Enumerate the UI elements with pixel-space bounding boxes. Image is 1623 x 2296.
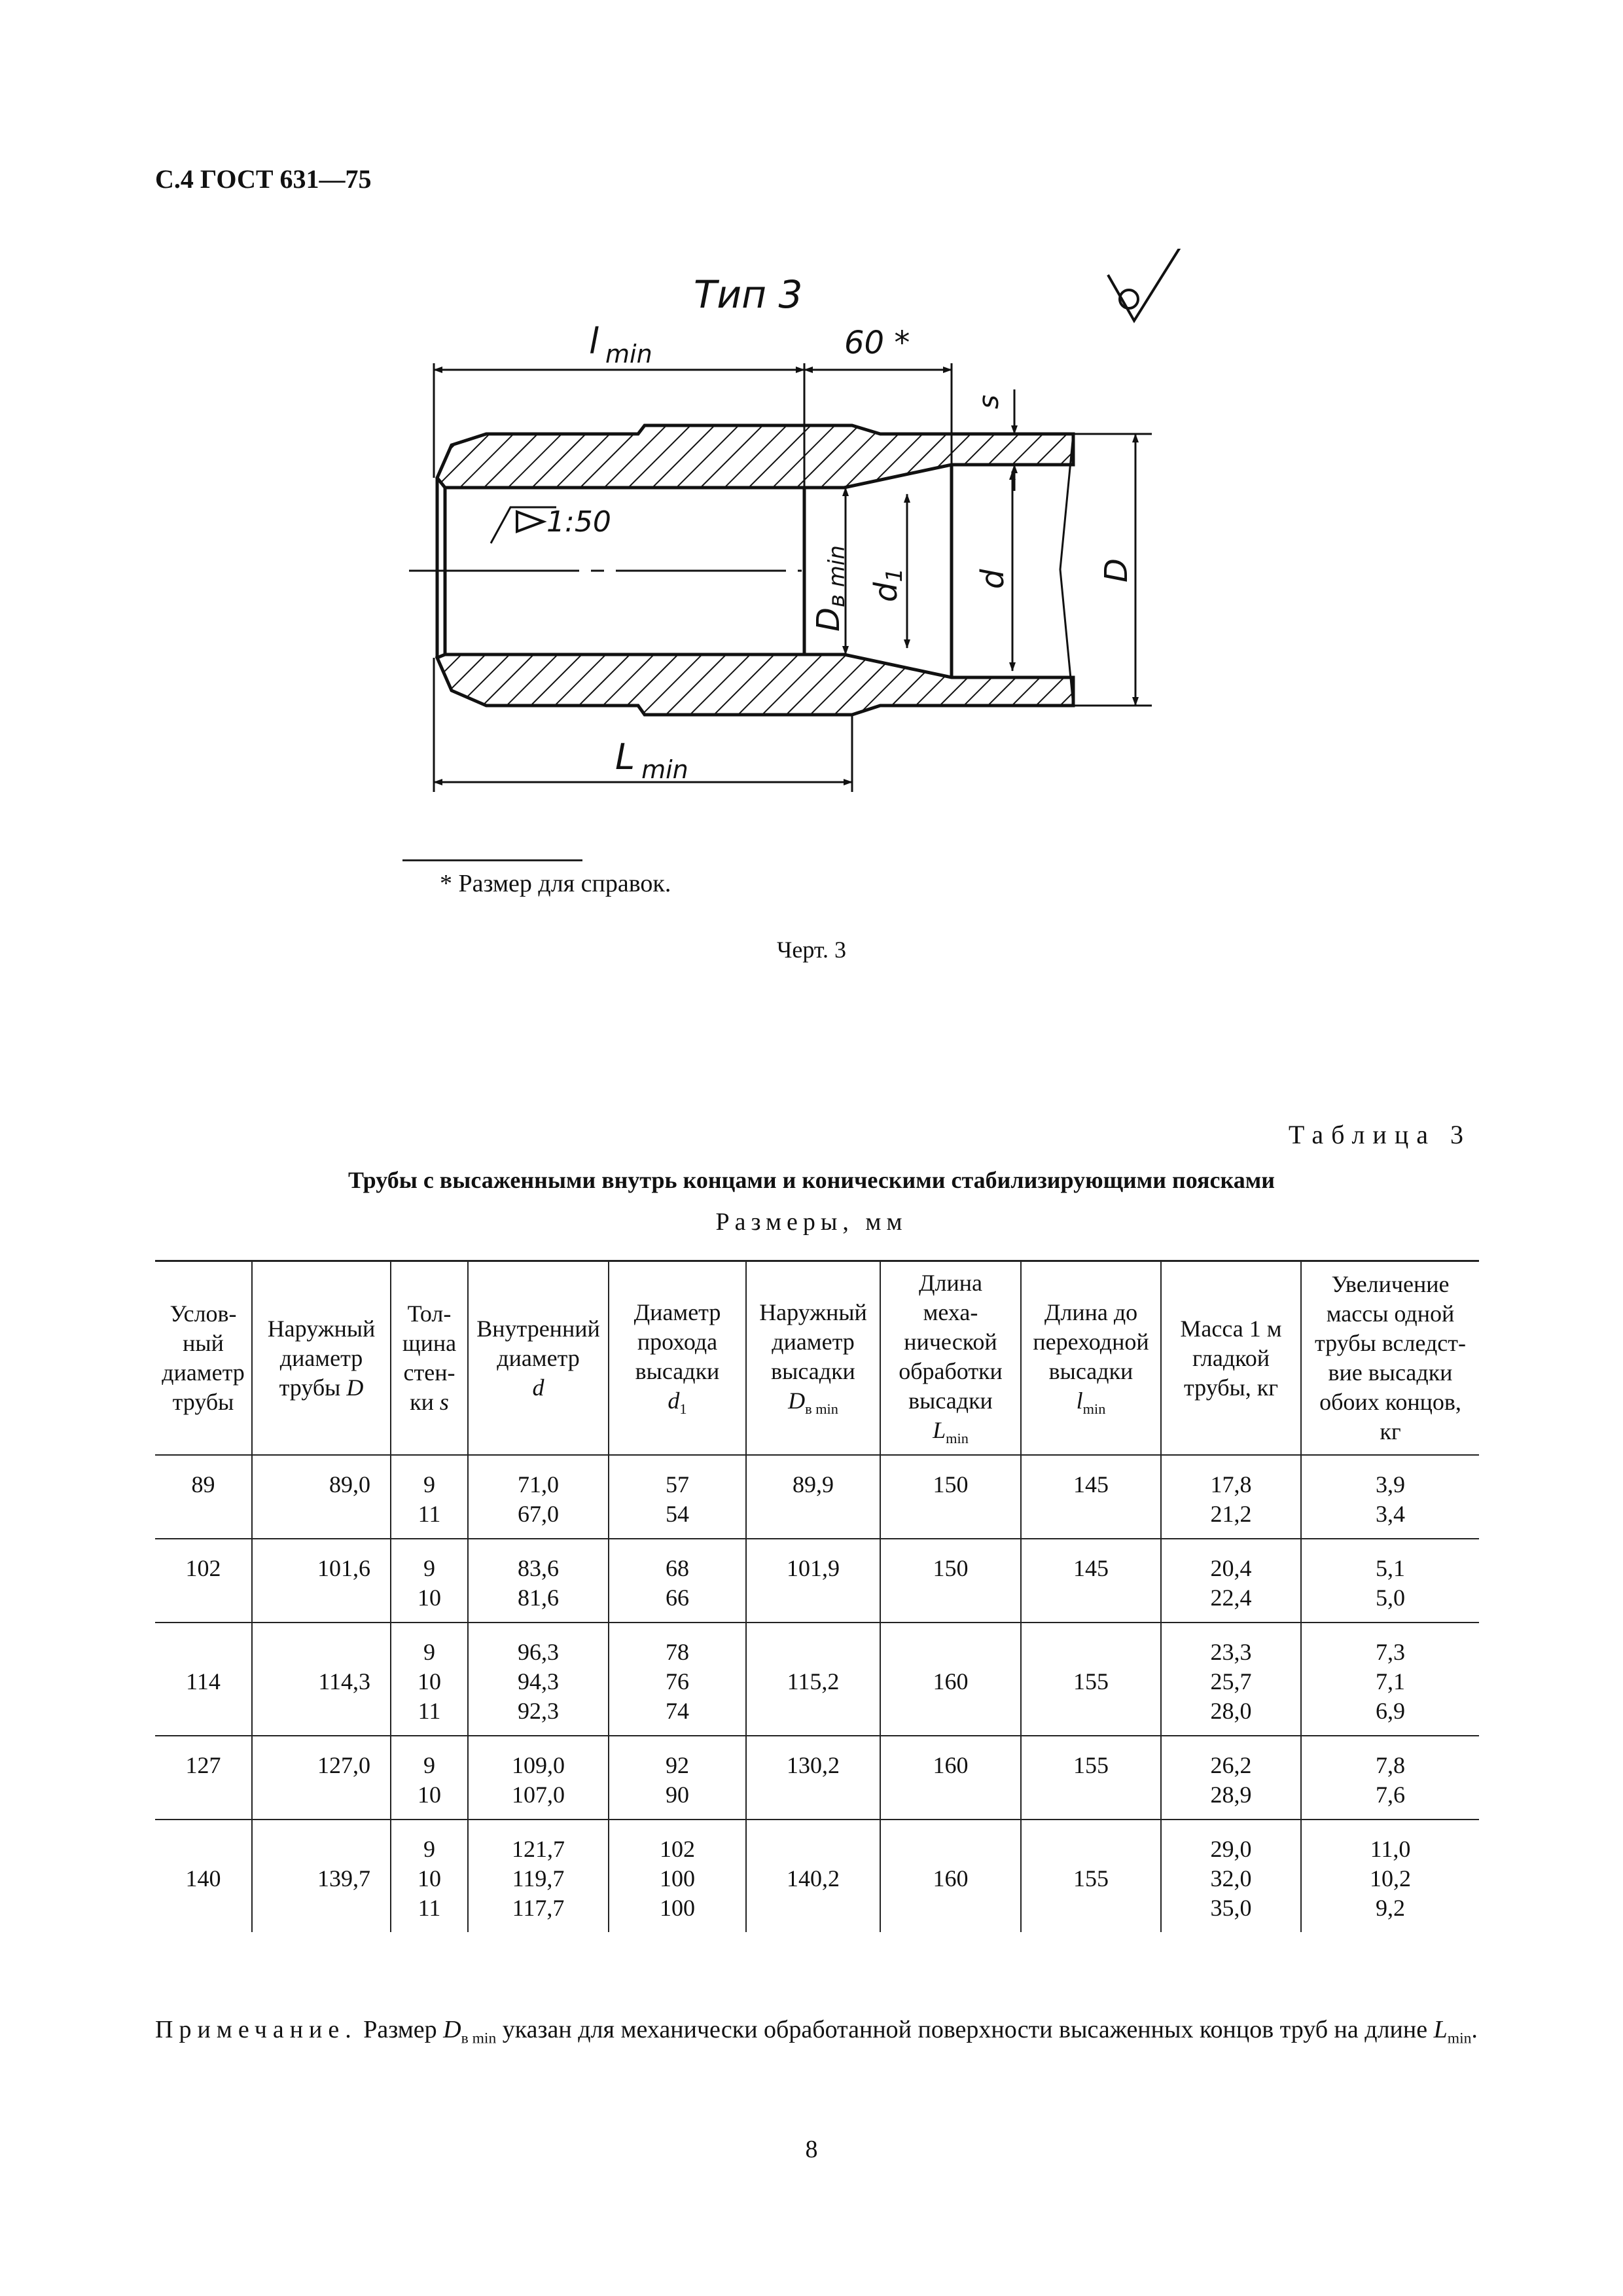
lower-wall-section (437, 655, 1073, 715)
roughness-symbol-icon (1108, 249, 1181, 321)
page-header: С.4 ГОСТ 631—75 (155, 164, 372, 194)
figure-caption: Черт. 3 (777, 937, 846, 963)
dimensions-table (155, 1260, 1479, 1932)
technical-drawing (0, 249, 1623, 851)
col-header-wall: Тол- щина стен- ки s (391, 1261, 468, 1456)
dim-L-min: L $_{min}$ (615, 736, 688, 784)
svg-text:1:50: 1:50 (546, 505, 611, 539)
col-header-inner-diameter: Внутренний диаметр d (468, 1261, 609, 1456)
col-header-upset-outer: Наружный диаметр высадки $D_{в min}$ (746, 1261, 880, 1456)
table-row: 140 139,7 9 10 11 121,7 119,7 117,7 102 100 100 140,2 160 155 29,0 32,0 35,0 11,0 10,2 9,2 (155, 1820, 1479, 1932)
taper-callout (491, 505, 611, 543)
dim-D: D (1098, 558, 1135, 583)
drawing-title: Тип 3 (694, 272, 803, 317)
col-header-nominal: Услов- ный диаметр трубы (155, 1261, 252, 1456)
table-label: Таблица 3 (1288, 1120, 1471, 1149)
col-header-mass-increase: Увеличение массы одной трубы вследст- вие высадки обоих концов, кг (1301, 1261, 1479, 1456)
dim-d1: d1 (868, 567, 908, 602)
footnote: * Размер для справок. (440, 870, 671, 897)
table-row: 89 89,0 9 11 71,0 67,0 57 54 89,9 150 145 17,8 21,2 3,9 3,4 (155, 1455, 1479, 1539)
col-header-upset-bore: Диаметр прохода высадки $d_1$ (609, 1261, 746, 1456)
dim-Dv-min: Dв min (810, 545, 850, 632)
table-title: Трубы с высаженными внутрь концами и коническими стабилизирующими поясками (348, 1167, 1275, 1193)
upper-wall-section (437, 425, 1073, 488)
table-row: 114 114,3 9 10 11 96,3 94,3 92,3 78 76 74 115,2 160 155 23,3 25,7 28,0 7,3 7,1 6,9 (155, 1623, 1479, 1736)
table-units: Размеры, мм (715, 1208, 908, 1236)
dim-l-min: l $_{min}$ (589, 321, 652, 368)
table-row: 102 101,6 9 10 83,6 81,6 68 66 101,9 150 145 20,4 22,4 5,1 5,0 (155, 1539, 1479, 1623)
footnote-rule (402, 859, 582, 861)
dim-60: 60 * (844, 325, 910, 361)
table-row: 127 127,0 9 10 109,0 107,0 92 90 130,2 160 155 26,2 28,9 7,8 7,6 (155, 1736, 1479, 1820)
col-header-outer-diameter: Наружный диаметр трубы D (252, 1261, 391, 1456)
dim-d: d (974, 569, 1011, 589)
page-number: 8 (805, 2136, 818, 2163)
col-header-transition-length: Длина до переходной высадки $l_{min}$ (1021, 1261, 1161, 1456)
col-header-machining-length: Длина меха- нической обработки высадки $L_{min}$ (880, 1261, 1021, 1456)
table-note: Примечание. Размер $D_{в min}$ указан для механически обработанной поверхности высаженных концов труб на длине $L_{min}$. (155, 2016, 1478, 2047)
col-header-mass: Масса 1 м гладкой трубы, кг (1161, 1261, 1301, 1456)
dim-s: s (972, 395, 1005, 409)
